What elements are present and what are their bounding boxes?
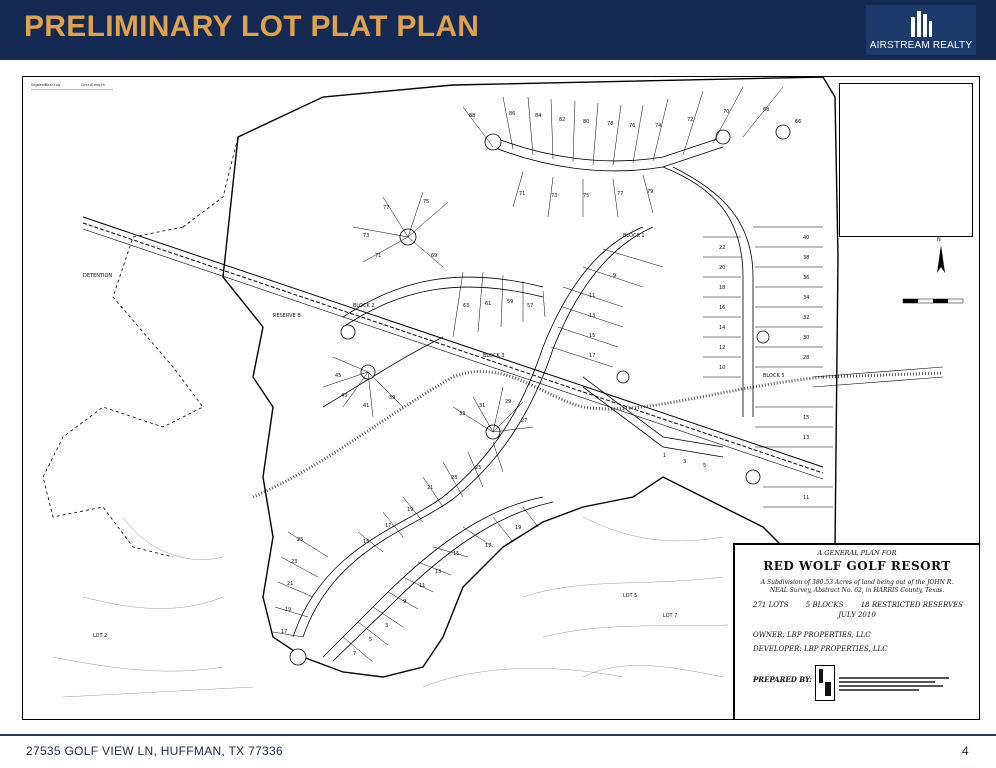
svg-text:11: 11 <box>803 495 810 501</box>
svg-text:73: 73 <box>363 233 370 239</box>
svg-text:63: 63 <box>463 303 470 309</box>
svg-text:1: 1 <box>663 453 667 459</box>
svg-text:9: 9 <box>613 273 617 279</box>
engineering-firm-logo <box>815 665 835 701</box>
svg-text:68: 68 <box>763 107 770 113</box>
svg-text:13: 13 <box>589 313 596 319</box>
svg-text:88: 88 <box>469 113 476 119</box>
svg-text:15: 15 <box>589 333 596 339</box>
svg-text:61: 61 <box>485 301 492 307</box>
svg-text:66: 66 <box>795 119 802 125</box>
table-header-bearing: Bearing <box>45 83 61 87</box>
svg-text:59: 59 <box>507 299 514 305</box>
svg-text:36: 36 <box>803 275 810 281</box>
table-header-row <box>31 83 113 90</box>
svg-text:84: 84 <box>535 113 542 119</box>
svg-text:28: 28 <box>803 355 810 361</box>
firm-address-lines <box>839 675 959 693</box>
svg-text:45: 45 <box>335 373 342 379</box>
svg-text:41: 41 <box>363 403 370 409</box>
svg-text:25: 25 <box>297 537 304 543</box>
svg-text:11: 11 <box>589 293 596 299</box>
svg-text:RESERVE B: RESERVE B <box>273 313 301 319</box>
svg-text:15: 15 <box>803 415 810 421</box>
footer-divider <box>0 734 996 736</box>
svg-text:40: 40 <box>803 235 810 241</box>
svg-text:43: 43 <box>341 393 348 399</box>
prepared-by-label: PREPARED BY: <box>753 675 812 684</box>
svg-text:71: 71 <box>519 191 526 197</box>
svg-text:34: 34 <box>803 295 810 301</box>
svg-text:5: 5 <box>369 637 373 643</box>
svg-text:19: 19 <box>515 525 522 531</box>
svg-text:32: 32 <box>803 315 810 321</box>
plat-map <box>22 76 980 720</box>
plat-title-block <box>733 543 980 720</box>
svg-text:12: 12 <box>719 345 726 351</box>
svg-text:19: 19 <box>285 607 292 613</box>
table-header-segment: Segment <box>31 83 47 87</box>
svg-text:DETENTION: DETENTION <box>83 273 113 279</box>
svg-text:15: 15 <box>363 539 370 545</box>
svg-text:23: 23 <box>291 559 298 565</box>
svg-text:29: 29 <box>505 399 512 405</box>
svg-text:13: 13 <box>435 569 442 575</box>
svg-text:71: 71 <box>375 253 382 259</box>
lot-counts <box>753 601 963 609</box>
lots-count: 271 LOTS <box>753 601 789 609</box>
svg-text:13: 13 <box>803 435 810 441</box>
svg-text:3: 3 <box>385 623 389 629</box>
svg-text:5: 5 <box>703 463 707 469</box>
svg-text:BLOCK 5: BLOCK 5 <box>763 373 785 379</box>
property-address: 27535 GOLF VIEW LN, HUFFMAN, TX 77336 <box>26 744 283 758</box>
vicinity-map-inset <box>839 83 973 237</box>
svg-text:33: 33 <box>459 411 466 417</box>
svg-text:77: 77 <box>617 191 624 197</box>
svg-text:70: 70 <box>723 109 730 115</box>
scale-bar <box>903 299 963 303</box>
subdivision-description: A Subdivision of 380.53 Acres of land being out of the JOHN R. NEAL Survey, Abstract No. 62, in HARRIS County, Texas. <box>760 579 954 594</box>
svg-text:76: 76 <box>629 123 636 129</box>
svg-text:17: 17 <box>385 523 392 529</box>
svg-text:LOT 7: LOT 7 <box>663 613 678 619</box>
plat-date: JULY 2010 <box>838 611 876 619</box>
reserves-count: 18 RESTRICTED RESERVES <box>860 601 963 609</box>
svg-text:BLOCK 3: BLOCK 3 <box>483 353 505 359</box>
svg-text:75: 75 <box>583 193 590 199</box>
svg-text:17: 17 <box>485 543 492 549</box>
svg-text:30: 30 <box>803 335 810 341</box>
svg-text:72: 72 <box>687 117 694 123</box>
svg-text:78: 78 <box>607 121 614 127</box>
svg-text:39: 39 <box>389 395 396 401</box>
page-number: 4 <box>962 744 969 758</box>
svg-text:75: 75 <box>423 199 430 205</box>
svg-text:23: 23 <box>451 475 458 481</box>
svg-text:79: 79 <box>647 189 654 195</box>
blocks-count: 5 BLOCKS <box>805 601 844 609</box>
svg-text:18: 18 <box>719 285 726 291</box>
subdivision-name: RED WOLF GOLF RESORT <box>763 559 951 573</box>
svg-text:69: 69 <box>431 253 438 259</box>
svg-text:10: 10 <box>719 365 726 371</box>
svg-text:14: 14 <box>719 325 726 331</box>
svg-text:82: 82 <box>559 117 566 123</box>
svg-text:20: 20 <box>719 265 726 271</box>
building-icon <box>908 9 934 37</box>
svg-text:BLOCK 1: BLOCK 1 <box>623 233 645 239</box>
north-arrow-icon <box>937 237 945 273</box>
svg-text:74: 74 <box>655 123 662 129</box>
svg-text:86: 86 <box>509 111 516 117</box>
svg-text:38: 38 <box>803 255 810 261</box>
airstream-realty-logo <box>866 5 976 55</box>
svg-text:21: 21 <box>287 581 294 587</box>
svg-text:BLOCK 2: BLOCK 2 <box>353 303 375 309</box>
page-title: PRELIMINARY LOT PLAT PLAN <box>24 10 480 43</box>
svg-text:27: 27 <box>521 418 528 424</box>
svg-text:77: 77 <box>383 205 390 211</box>
logo-text: AIRSTREAM REALTY <box>869 40 973 51</box>
svg-text:57: 57 <box>527 303 534 309</box>
svg-text:LOT 2: LOT 2 <box>93 633 108 639</box>
svg-text:15: 15 <box>453 551 460 557</box>
developer-line: DEVELOPER: LBP PROPERTIES, LLC <box>753 645 888 653</box>
svg-text:9: 9 <box>403 599 407 605</box>
header-bar <box>0 0 996 60</box>
svg-text:7: 7 <box>353 651 357 657</box>
table-header-chordlength: Chordlength <box>81 83 105 87</box>
svg-text:16: 16 <box>719 305 726 311</box>
svg-text:25: 25 <box>475 465 482 471</box>
svg-text:73: 73 <box>551 193 558 199</box>
title-block-heading: A GENERAL PLAN FOR <box>817 549 897 557</box>
svg-text:3: 3 <box>683 459 687 465</box>
svg-text:17: 17 <box>281 629 288 635</box>
svg-text:N: N <box>937 237 941 243</box>
svg-text:22: 22 <box>719 245 726 251</box>
svg-text:31: 31 <box>479 403 486 409</box>
svg-text:19: 19 <box>407 507 414 513</box>
svg-text:80: 80 <box>583 119 590 125</box>
svg-text:21: 21 <box>427 485 434 491</box>
svg-text:17: 17 <box>589 353 596 359</box>
bearing-table <box>31 83 113 90</box>
svg-text:LOT 5: LOT 5 <box>623 593 638 599</box>
owner-line: OWNER: LBP PROPERTIES, LLC <box>753 631 871 639</box>
svg-text:11: 11 <box>419 583 426 589</box>
